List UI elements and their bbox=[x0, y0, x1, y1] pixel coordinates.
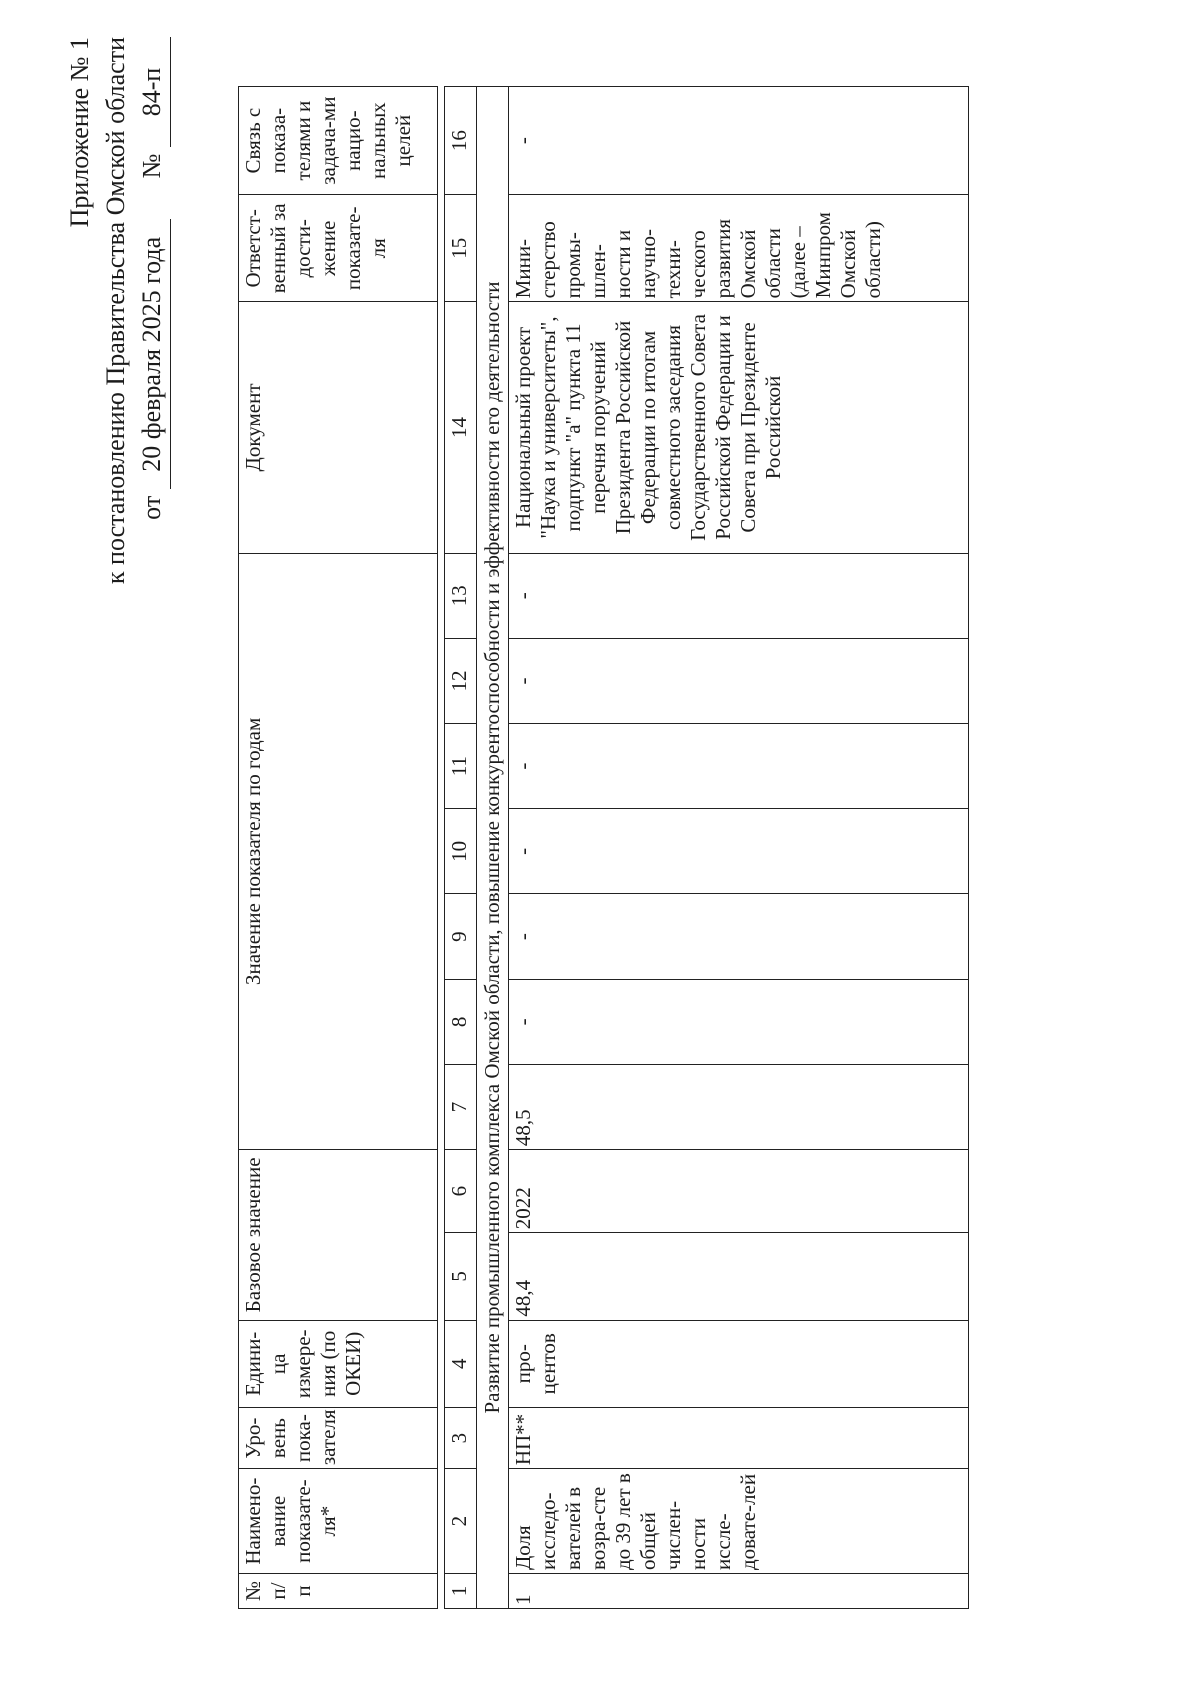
column-number: 6 bbox=[445, 1150, 477, 1233]
row-indicator-level: НП** bbox=[509, 1408, 969, 1469]
column-number-row bbox=[445, 87, 477, 1609]
row-value-col11: - bbox=[509, 724, 969, 809]
appendix-block bbox=[62, 37, 171, 637]
row-document: Национальный проект "Наука и университеты", подпункт "а" пункта 11 перечня поручений Президента Российской Федерации по итогам совместного заседания Государственного Совета Российской Федерации и Совета при Президенте Российской bbox=[509, 302, 969, 553]
column-number: 3 bbox=[445, 1408, 477, 1469]
row-base-value: 48,4 bbox=[509, 1233, 969, 1320]
column-number: 9 bbox=[445, 894, 477, 979]
row-responsible: Мини-стерство промы-шлен-ности и научно-техни-ческого развития Омской области (далее – Минпром Омской области) bbox=[509, 195, 969, 302]
header-responsible: Ответст-венный за дости-жение показате-ля bbox=[239, 195, 438, 302]
row-link: - bbox=[509, 87, 969, 195]
column-number: 8 bbox=[445, 979, 477, 1064]
header-document: Документ bbox=[239, 302, 438, 553]
appendix-decree-line: к постановлению Правительства Омской области bbox=[101, 37, 130, 585]
column-number: 7 bbox=[445, 1064, 477, 1149]
column-number: 10 bbox=[445, 809, 477, 894]
header-link: Связь с показа-телями и задача-ми нацио-нальных целей bbox=[239, 87, 438, 195]
indicator-table-header bbox=[238, 86, 438, 1609]
row-number: 1 bbox=[509, 1574, 969, 1609]
column-number: 16 bbox=[445, 87, 477, 195]
row-indicator-name: Доля исследо-вателей в возра-сте до 39 лет в общей числен-ности иссле-довате-лей bbox=[509, 1469, 969, 1574]
column-number: 1 bbox=[445, 1574, 477, 1609]
header-values-by-year: Значение показателя по годам bbox=[239, 553, 438, 1150]
row-base-year: 2022 bbox=[509, 1150, 969, 1233]
header-base-value: Базовое значение bbox=[239, 1150, 438, 1320]
header-unit: Едини-ца измере-ния (по ОКЕИ) bbox=[239, 1320, 438, 1407]
row-value-col13: - bbox=[509, 553, 969, 638]
row-value-col8: - bbox=[509, 979, 969, 1064]
column-number: 13 bbox=[445, 553, 477, 638]
row-value-col10: - bbox=[509, 809, 969, 894]
table-row bbox=[509, 87, 969, 1609]
row-value-col7: 48,5 bbox=[509, 1064, 969, 1149]
column-number: 4 bbox=[445, 1320, 477, 1407]
column-number: 2 bbox=[445, 1469, 477, 1574]
column-number: 11 bbox=[445, 724, 477, 809]
section-title: Развитие промышленного комплекса Омской области, повышение конкурентоспособности и эффективности его деятельности bbox=[477, 87, 509, 1609]
column-number: 14 bbox=[445, 302, 477, 553]
row-value-col12: - bbox=[509, 638, 969, 723]
indicator-table-body bbox=[444, 86, 969, 1609]
row-value-col9: - bbox=[509, 894, 969, 979]
appendix-date-line: от 20 февраля 2025 года № 84-п bbox=[134, 37, 171, 637]
column-number: 12 bbox=[445, 638, 477, 723]
column-number: 5 bbox=[445, 1233, 477, 1320]
row-unit: про-центов bbox=[509, 1320, 969, 1407]
appendix-title: Приложение № 1 bbox=[65, 37, 94, 228]
column-number: 15 bbox=[445, 195, 477, 302]
header-name: Наимено-вание показате-ля* bbox=[239, 1469, 438, 1574]
header-num: № п/п bbox=[239, 1574, 438, 1609]
decree-number: 84-п bbox=[134, 37, 171, 147]
header-level: Уро-вень пока-зателя bbox=[239, 1408, 438, 1469]
decree-date: 20 февраля 2025 года bbox=[134, 219, 171, 489]
